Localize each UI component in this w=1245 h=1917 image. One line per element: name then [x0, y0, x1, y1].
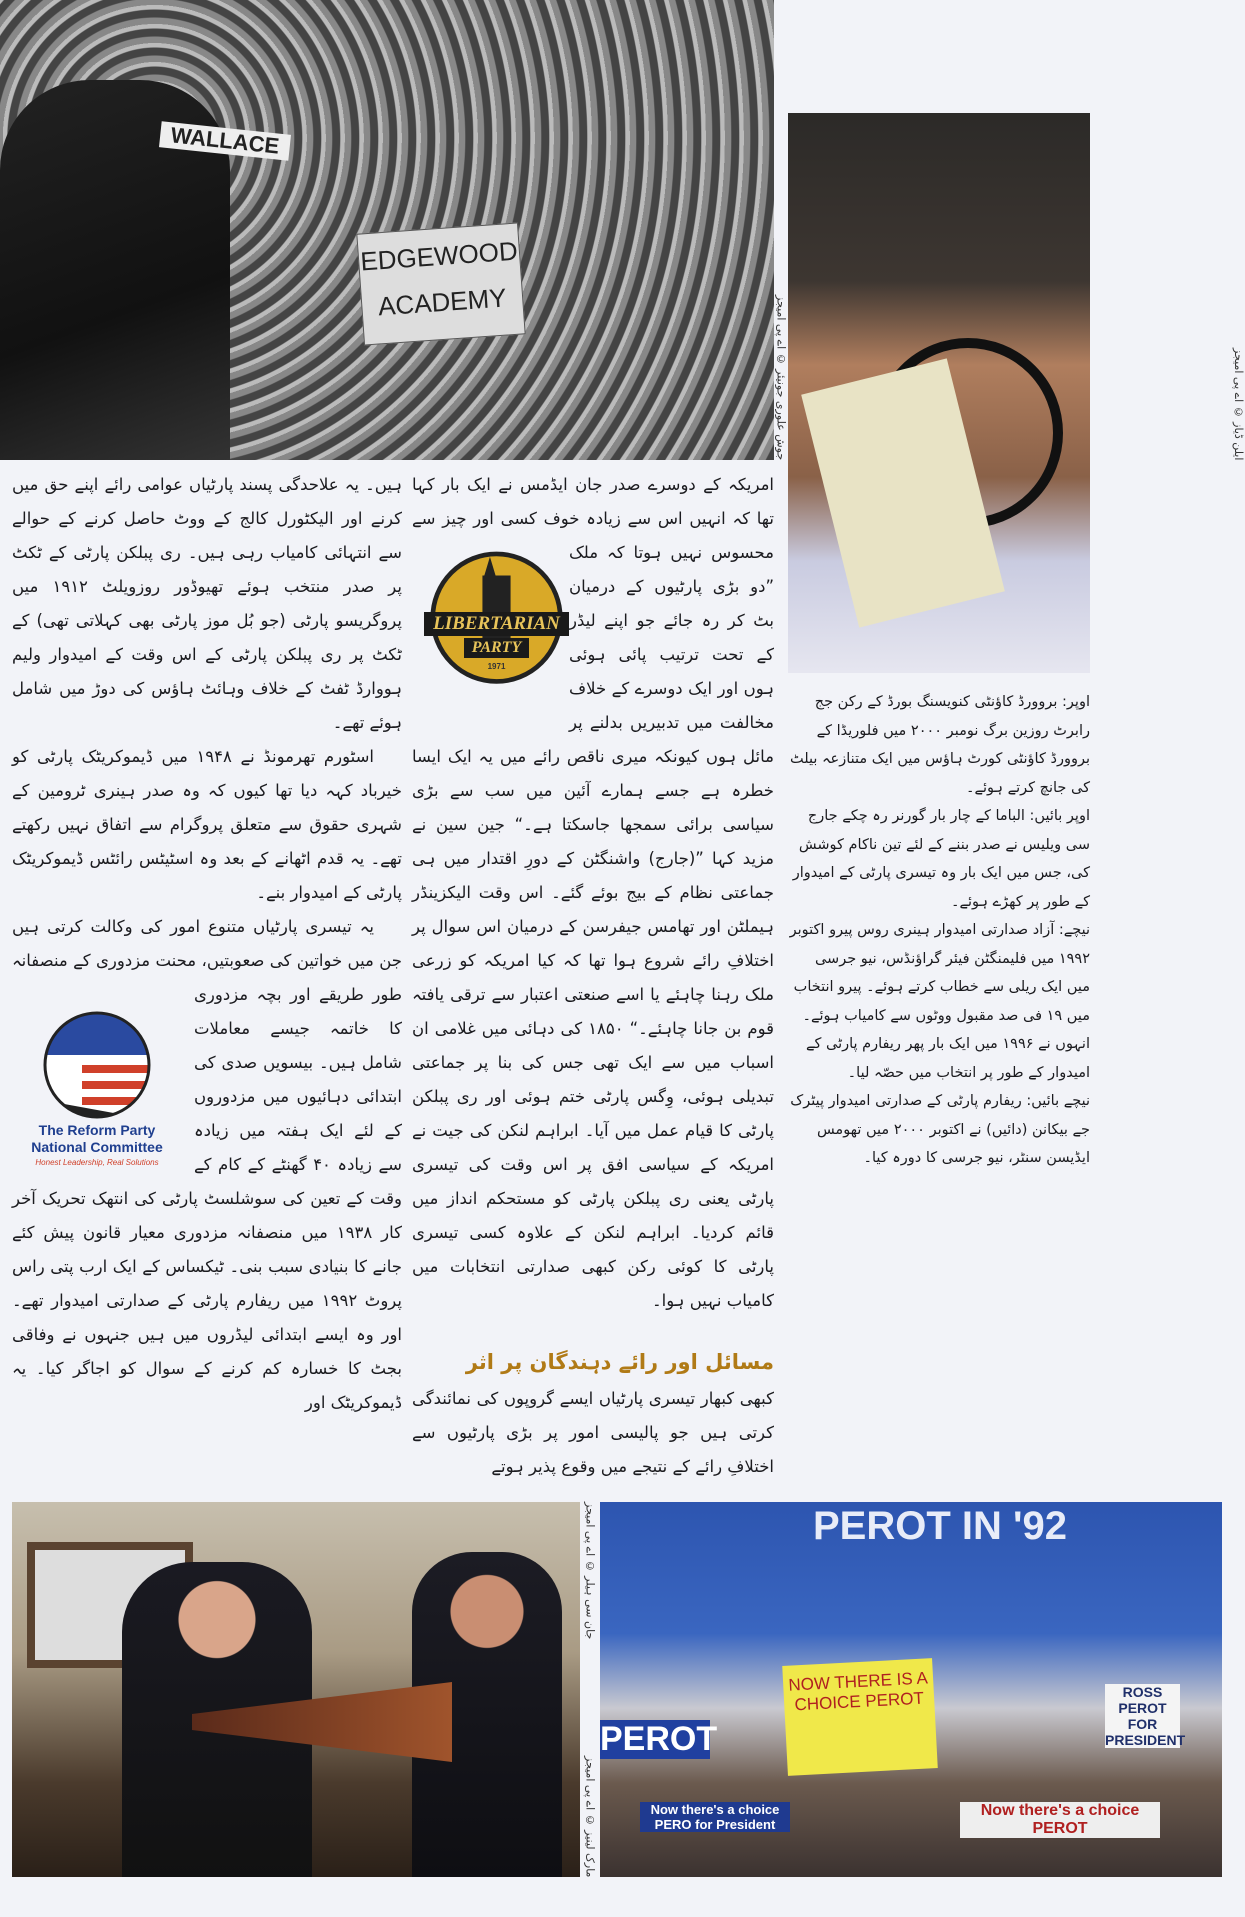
section-heading: مسائل اور رائے دہندگان پر اثر [465, 1350, 774, 1374]
article-paragraph: اسٹورم تھرمونڈ نے ۱۹۴۸ میں ڈیموکریٹک پارٹی کو خیرباد کہہ دیا تھا کیوں کہ وہ صدر ہینری ٹرومین کے شہری حقوق سے متعلق پروگرام سے اتفاق نہیں رکھتے تھے۔ یہ قدم اٹھانے کے بعد وہ اسٹیٹس رائٹس ڈیموکریٹک پارٹی کے امیدوار بنے۔ [12, 747, 402, 902]
reform-eagle-flag-icon [42, 1010, 152, 1120]
reform-logo-tagline: Honest Leadership, Real Solutions [35, 1158, 159, 1167]
libertarian-logo-sub: PARTY [464, 638, 529, 658]
photo-wallace-rally [0, 0, 774, 460]
caption-top-left: اوپر بائیں: الباما کے چار بار گورنر رہ چکے جارج سی ویلیس نے صدر بننے کے لئے تین ناکام کوشش کی، جس میں ایک بار وہ تیسری پارٹی کے امیدوار کے طور پر کھڑے ہوئے۔ [792, 808, 1090, 910]
photo-credit-bottom-right: مارک لینیز © اے پی امیجز [583, 1755, 597, 1877]
article-paragraph: ہیں۔ یہ علاحدگی پسند پارٹیاں عوامی رائے اپنے حق میں کرنے اور الیکٹورل کالج کے ووٹ حاصل کرنے کے حوالے سے انتہائی کامیاب رہی ہیں۔ ری پبلکن پارٹی کے ٹکٹ پر صدر منتخب ہوئے تھیوڈور روزویلٹ ۱۹۱۲ میں پروگریسو پارٹی (جو بُل موز پارٹی بھی کہلاتی تھی) کے ٹکٹ پر ری پبلکن پارٹی کے اس وقت کے امیدوار ولیم ہووارڈ ٹفٹ کے خلاف وہائٹ ہاؤس کی دوڑ میں شامل ہوئے تھے۔ [12, 475, 402, 732]
edgewood-sign-line2: ACADEMY [377, 282, 508, 322]
photo-credit-top-left: جوش علوری جونیئر © اے پی امیجز [774, 294, 788, 460]
reform-logo-line1: The Reform Party [38, 1122, 156, 1138]
caption-bottom-left: نیچے بائیں: ریفارم پارٹی کے صدارتی امیدوار پیٹرک جے بیکانن (دائیں) نے اکتوبر ۲۰۰۰ میں تھومس ایڈیسن سنٹر، نیو جرسی کا دورہ کیا۔ [790, 1093, 1090, 1166]
bottom-credits [580, 1502, 600, 1877]
ross-perot-sign: ROSS PEROT FOR PRESIDENT [1105, 1684, 1186, 1748]
reform-logo-line2: National Committee [31, 1139, 163, 1155]
choice-sign-yellow: NOW THERE IS A CHOICE PEROT [782, 1658, 938, 1776]
article-paragraph: امریکہ کے دوسرے صدر جان ایڈمس نے ایک بار کہا تھا کہ انہیں اس سے زیادہ خوف کسی اور چیز سے محسوس نہیں ہوتا کہ ملک ”دو بڑی پارٹیوں کے درمیان بٹ کر رہ جائے جو اپنے لیڈر کے تحت ترتیب پائی ہوئی ہوں اور ایک دوسرے کے خلاف مخالفت میں تدبیریں بدلنے پر مائل ہوں کیونکہ میری ناقص رائے میں یہ ایک ایسا خطرہ ہے جسے ہمارے آئین میں سب سے بڑی سیاسی برائی سمجھا جاسکتا ہے۔“ جین سین نے مزید کہا ”(جارج) واشنگٹن کے دورِ اقتدار میں ہی جماعتی نظام کے بیج بوئے گئے۔ اس وقت الیکزینڈر ہیملٹن اور تھامس جیفرسن کے درمیان اس سوال پر اختلافِ رائے شروع ہوا تھا کہ کیا امریکہ کو زرعی ملک رہنا چاہئے یا اسے صنعتی اعتبار سے ترقی یافتہ قوم بن جانا چاہئے۔“ ۱۸۵۰ کی دہائی میں غلامی ان اسباب میں سے ایک تھی جس کی بنا پر جماعتی تبدیلی ہوئی، وِگس پارٹی ختم ہوئی اور ری پبلکن پارٹی کا قیام عمل میں آیا۔ ابراہم لنکن کی جیت نے امریکہ کے سیاسی افق پر اس وقت کی تیسری پارٹی یعنی ری پبلکن پارٹی کو مستحکم انداز میں قائم کردیا۔ ابراہم لنکن کے علاوہ کسی تیسری پارٹی کا کوئی رکن کبھی صدارتی انتخابات میں کامیاب نہیں ہوا۔ [412, 475, 774, 1310]
perot-sign-left: PEROT [600, 1720, 718, 1758]
photo-ballot-inspection [788, 113, 1090, 673]
photo-captions [788, 688, 1090, 1173]
photo-credit-top-right: ایلن ڈیاز © اے پی امیجز [1232, 347, 1245, 460]
article-column-left [12, 460, 402, 1484]
bottom-photos [0, 1484, 1245, 1917]
edgewood-sign [356, 222, 525, 345]
choice-sign-blue: Now there's a choice PERO for President [640, 1802, 790, 1832]
photo-credit-bottom-left: جان سی ہیلر © اے پی امیجز [583, 1502, 597, 1640]
caption-bottom: نیچے: آزاد صدارتی امیدوار ہینری روس پیرو اکتوبر ۱۹۹۲ میں فلیمنگٹن فیئر گراؤنڈس، نیو جرسی میں ایک ریلی سے خطاب کرتے ہوئے۔ پیرو انتخاب میں ۱۹ فی صد مقبول ووٹوں سے کامیاب ہوئے۔ انہوں نے ۱۹۹۶ میں ایک بار پھر ریفارم پارٹی کے امیدوار کے طور پر انتخاب میں حصّہ لیا۔ [789, 922, 1090, 1081]
libertarian-party-logo [424, 538, 569, 703]
libertarian-logo-name: LIBERTARIAN [424, 612, 569, 636]
reform-party-logo [12, 1010, 182, 1175]
libertarian-logo-year: 1971 [487, 662, 506, 671]
article-paragraph: کبھی کبھار تیسری پارٹیاں ایسے گروپوں کی نمائندگی کرتی ہیں جو پالیسی امور پر بڑی پارٹیوں سے اختلافِ رائے کے نتیجے میں وقوع پذیر ہوتے [412, 1389, 774, 1476]
article-paragraph: یہ تیسری پارٹیاں متنوع امور کی وکالت کرتی ہیں جن میں خواتین کی صعوبتیں، محنت مزدوری کے منصفانہ طور طریقے اور بچہ مزدوری کا خاتمہ جیسے معاملات شامل ہیں۔ بیسویں صدی کی ابتدائی دہائیوں میں مزدوروں کے لئے ایک ہفتہ میں زیادہ سے زیادہ ۴۰ گھنٹے کے کام کے وقت کے تعین کی سوشلسٹ پارٹی کی انتھک تحریک آخر کار ۱۹۳۸ میں منصفانہ مزدوری معیار قانون پیش کئے جانے کا بنیادی سبب بنی۔ ٹیکساس کے ایک ارب پتی راس پروٹ ۱۹۹۲ میں ریفارم پارٹی کے صدارتی امیدوار تھے۔ اور وہ ایسے ابتدائی لیڈروں میں ہیں جنہوں نے وفاقی بجٹ کا خسارہ کم کرنے کے سوال کو اجاگر کیا۔ یہ ڈیموکریٹک اور [12, 917, 402, 1412]
article-column-middle [412, 460, 774, 1484]
caption-top: اوپر: بروورڈ کاؤنٹی کنویسنگ بورڈ کے رکن جج رابرٹ روزین برگ نومبر ۲۰۰۰ میں فلوریڈا کے بروورڈ کاؤنٹی کورٹ ہاؤس میں ایک متنازعہ بیلٹ کی جانچ کرتے ہوئے۔ [789, 694, 1090, 796]
choice-sign-white: Now there's a choice PEROT [960, 1802, 1160, 1838]
wallace-banner: WALLACE [159, 121, 291, 160]
perot-banner: PEROT IN '92 [812, 1504, 1068, 1548]
right-column [788, 0, 1090, 1484]
photo-buchanan-edison [12, 1502, 580, 1877]
edgewood-sign-line1: EDGEWOOD [359, 235, 519, 277]
photo-perot-rally [600, 1502, 1222, 1877]
